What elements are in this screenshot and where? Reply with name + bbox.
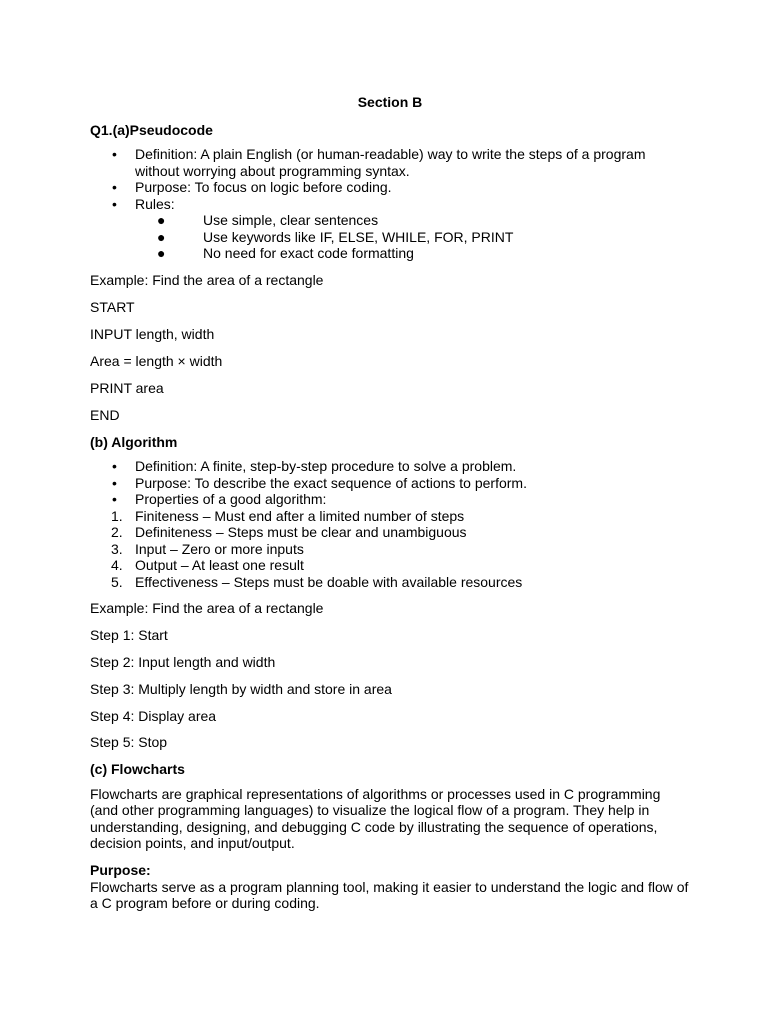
flowcharts-description: Flowcharts are graphical representations of algorithms or processes used in C programming (and other programming languages) to visualize the logical flow of a program. They help in understanding, designing, and debugging C code by illustrating the sequence of operations, decision points, and input/output. bbox=[90, 785, 661, 852]
section-title: Section B bbox=[357, 94, 423, 110]
algorithm-properties-list bbox=[90, 508, 690, 591]
algorithm-step: Step 2: Input length and width bbox=[90, 653, 276, 670]
bullet-icon: • bbox=[112, 195, 117, 212]
algorithm-step: Step 1: Start bbox=[90, 626, 168, 643]
algorithm-bullet-list bbox=[90, 458, 690, 508]
pseudocode-line: PRINT area bbox=[90, 379, 164, 396]
list-item bbox=[90, 458, 690, 475]
bullet-text: Definition: A finite, step-by-step procedure to solve a problem. bbox=[135, 458, 517, 474]
list-item bbox=[90, 229, 690, 246]
algorithm-step: Step 4: Display area bbox=[90, 707, 217, 724]
pseudocode-line: Area = length × width bbox=[90, 352, 223, 369]
list-item bbox=[90, 491, 690, 508]
pseudocode-bullet-list bbox=[90, 146, 690, 262]
bullet-text: Purpose: To focus on logic before coding. bbox=[135, 179, 392, 195]
bullet-text: Rules: bbox=[135, 195, 175, 212]
rule-text: Use keywords like IF, ELSE, WHILE, FOR, PRINT bbox=[203, 228, 514, 245]
purpose-text: Flowcharts serve as a program planning tool, making it easier to understand the logic and flow of a C program before or during coding. bbox=[90, 878, 689, 912]
list-item bbox=[90, 574, 690, 591]
pseudocode-heading: Q1.(a)Pseudocode bbox=[90, 121, 213, 138]
property-text: Effectiveness – Steps must be doable with available resources bbox=[135, 573, 523, 590]
list-number: 4. bbox=[111, 557, 123, 573]
sub-bullet-icon: ● bbox=[157, 212, 166, 228]
pseudocode-example-intro: Example: Find the area of a rectangle bbox=[90, 271, 324, 288]
algorithm-step: Step 3: Multiply length by width and store in area bbox=[90, 680, 392, 697]
property-text: Output – At least one result bbox=[135, 557, 304, 573]
property-text: Input – Zero or more inputs bbox=[135, 540, 304, 557]
algorithm-example-intro: Example: Find the area of a rectangle bbox=[90, 600, 324, 616]
list-number: 5. bbox=[111, 573, 123, 590]
pseudocode-line: INPUT length, width bbox=[90, 325, 215, 342]
list-item bbox=[90, 524, 690, 541]
bullet-icon: • bbox=[112, 474, 117, 491]
pseudocode-line: END bbox=[90, 406, 120, 423]
pseudocode-line: START bbox=[90, 298, 135, 315]
list-item bbox=[90, 245, 690, 262]
list-item bbox=[90, 541, 690, 558]
bullet-icon: • bbox=[112, 491, 117, 507]
rules-sub-list bbox=[135, 212, 690, 262]
list-item bbox=[90, 475, 690, 492]
bullet-text: Definition: A plain English (or human-readable) way to write the steps of a program without worrying about programming syntax. bbox=[135, 146, 646, 179]
bullet-text: Purpose: To describe the exact sequence of actions to perform. bbox=[135, 474, 527, 491]
list-item bbox=[90, 557, 690, 574]
list-number: 2. bbox=[111, 524, 123, 540]
list-number: 3. bbox=[111, 540, 123, 557]
list-item bbox=[90, 212, 690, 229]
bullet-text: Properties of a good algorithm: bbox=[135, 491, 327, 507]
bullet-icon: • bbox=[112, 146, 117, 162]
purpose-heading: Purpose: bbox=[90, 862, 151, 879]
algorithm-heading: (b) Algorithm bbox=[90, 433, 178, 450]
document-page bbox=[90, 94, 690, 912]
bullet-icon: • bbox=[112, 458, 117, 474]
flowcharts-heading: (c) Flowcharts bbox=[90, 761, 185, 778]
list-item bbox=[90, 146, 690, 179]
property-text: Definiteness – Steps must be clear and unambiguous bbox=[135, 524, 467, 540]
list-item bbox=[90, 508, 690, 525]
property-text: Finiteness – Must end after a limited number of steps bbox=[135, 507, 465, 524]
rule-text: No need for exact code formatting bbox=[203, 245, 414, 261]
rule-text: Use simple, clear sentences bbox=[203, 212, 379, 228]
list-item bbox=[90, 179, 690, 196]
bullet-icon: • bbox=[112, 179, 117, 195]
sub-bullet-icon: ● bbox=[157, 245, 166, 261]
list-number: 1. bbox=[111, 507, 123, 524]
list-item bbox=[90, 196, 690, 262]
algorithm-step: Step 5: Stop bbox=[90, 734, 168, 751]
sub-bullet-icon: ● bbox=[157, 228, 166, 245]
